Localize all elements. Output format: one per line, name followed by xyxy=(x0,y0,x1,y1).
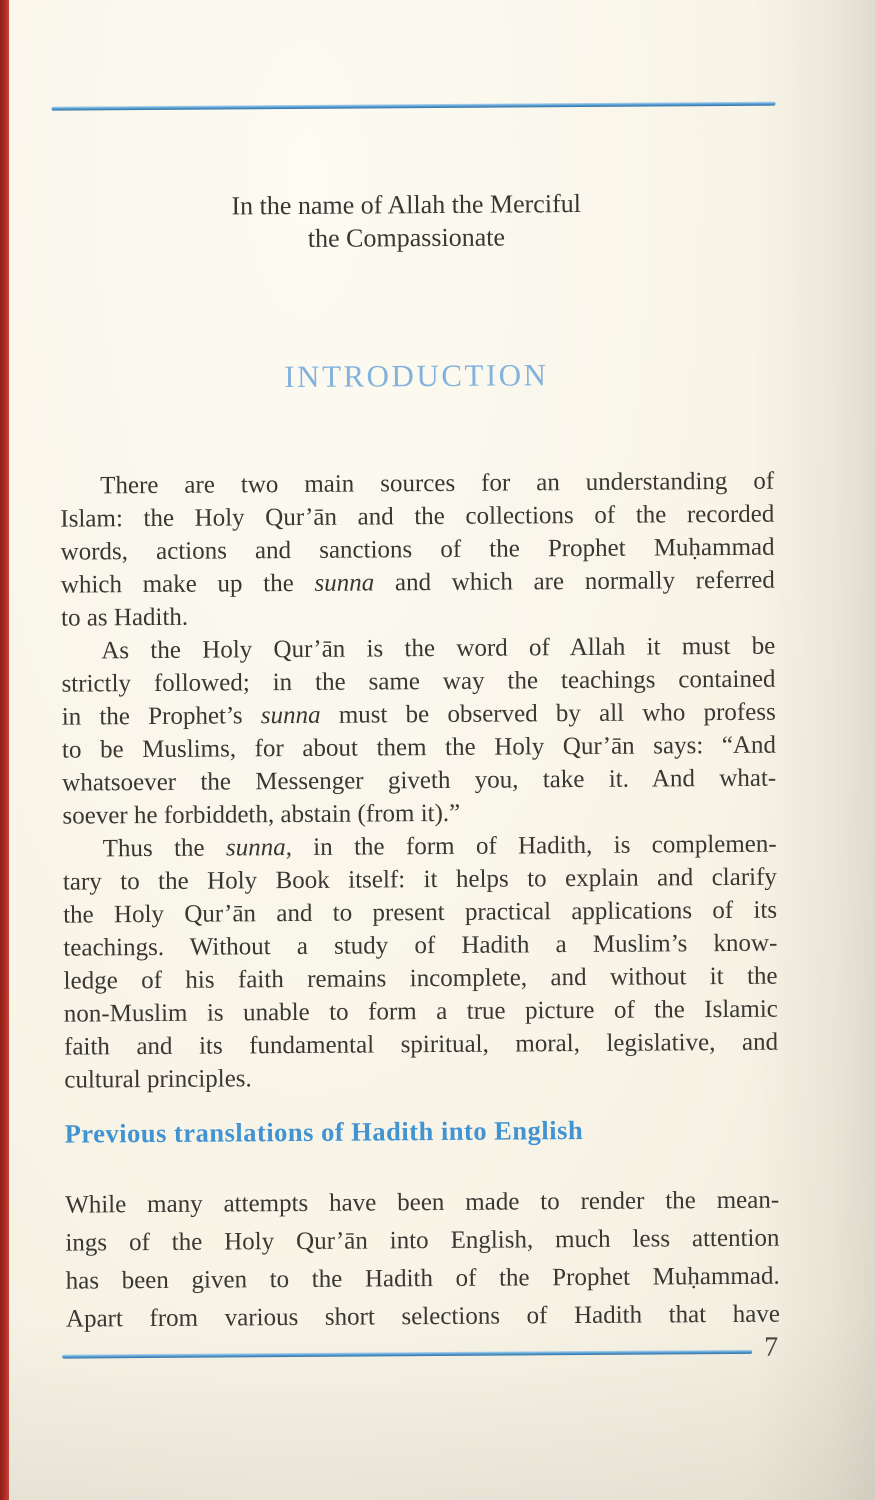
text-segment: Thus the xyxy=(102,834,227,863)
text-line xyxy=(60,465,774,503)
text-segment: cultural principles. xyxy=(64,1065,252,1094)
text-line xyxy=(63,894,777,932)
italic-term: sunna xyxy=(260,701,321,730)
top-rule xyxy=(51,102,775,111)
text-segment: teachings. Without a study of Hadith a Muslim’s know- xyxy=(63,929,778,962)
text-line xyxy=(63,861,777,899)
text-line xyxy=(63,960,777,998)
text-line xyxy=(66,1258,780,1301)
text-segment: must be observed by all who profess xyxy=(320,698,776,729)
text-segment: While many attempts have been made to render the mean- xyxy=(65,1186,780,1219)
body-sub xyxy=(65,1182,780,1339)
text-line xyxy=(61,564,775,602)
text-line xyxy=(63,927,777,965)
text-segment: and which are normally referred xyxy=(374,566,775,597)
text-line xyxy=(61,597,775,635)
text-line xyxy=(64,1059,778,1097)
text-line xyxy=(62,762,776,800)
text-segment: words, actions and sanctions of the Prophet Muḥammad xyxy=(60,533,775,566)
dedication-line-2: the Compassionate xyxy=(307,222,506,253)
section-subheading: Previous translations of Hadith into English xyxy=(64,1114,584,1149)
text-segment: Islam: the Holy Qur’ān and the collections of the recorded xyxy=(60,500,775,533)
body-main xyxy=(60,465,778,1097)
text-segment: whatsoever the Messenger giveth you, take it. And what- xyxy=(62,764,777,797)
text-line xyxy=(61,663,775,701)
text-line xyxy=(65,1220,779,1263)
text-segment: ledge of his faith remains incomplete, and without it the xyxy=(63,962,778,995)
italic-term: sunna, xyxy=(225,834,293,862)
bottom-rule xyxy=(62,1350,752,1359)
chapter-heading: INTRODUCTION xyxy=(284,357,549,395)
text-line xyxy=(62,696,776,734)
text-segment: in the form of Hadith, is complemen- xyxy=(291,830,777,862)
text-segment: which make up the xyxy=(60,569,315,599)
text-line xyxy=(60,498,774,536)
text-segment: has been given to the Hadith of the Prophet Muḥammad. xyxy=(65,1262,780,1295)
text-segment: tary to the Holy Book itself: it helps to explain and clarify xyxy=(62,863,777,896)
text-line xyxy=(63,828,777,866)
text-segment: strictly followed; in the same way the teachings contained xyxy=(61,665,776,698)
text-segment: As the Holy Qur’ān is the word of Allah it must be xyxy=(101,632,776,665)
text-line xyxy=(61,630,775,668)
text-segment: Apart from various short selections of Hadith that have xyxy=(65,1300,781,1333)
text-line xyxy=(62,729,776,767)
text-segment: soever he forbiddeth, abstain (from it).” xyxy=(62,799,461,830)
text-segment: in the Prophet’s xyxy=(61,702,261,731)
text-line xyxy=(66,1296,780,1339)
text-segment: faith and its fundamental spiritual, moral, legislative, and xyxy=(63,1028,779,1061)
italic-term: sunna xyxy=(314,569,375,597)
text-line xyxy=(60,531,774,569)
dedication xyxy=(76,186,736,257)
text-segment: ings of the Holy Qur’ān into English, much less attention xyxy=(65,1224,780,1257)
text-line xyxy=(62,795,776,833)
text-segment: There are two main sources for an understanding of xyxy=(100,467,775,500)
text-line xyxy=(64,993,778,1031)
text-segment: to be Muslims, for about them the Holy Qur’ān says: “And xyxy=(61,731,777,764)
text-segment: non-Muslim is unable to form a true picture of the Islamic xyxy=(63,995,778,1028)
text-line xyxy=(64,1026,778,1064)
text-segment: to as Hadith. xyxy=(60,603,189,632)
dedication-line-1: In the name of Allah the Merciful xyxy=(231,188,582,221)
text-line xyxy=(65,1182,779,1225)
page-number: 7 xyxy=(764,1331,779,1363)
text-segment: the Holy Qur’ān and to present practical applications of its xyxy=(63,896,778,929)
